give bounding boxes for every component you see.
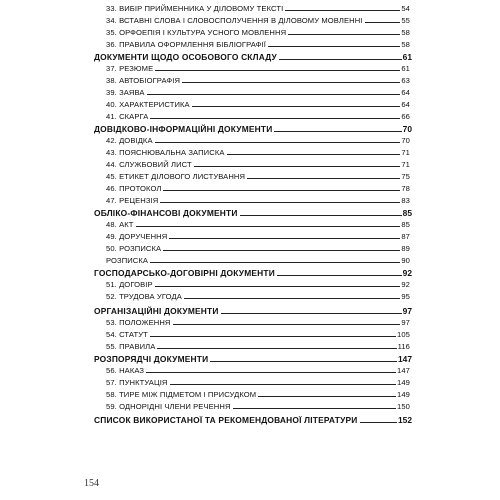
toc-entry-title: 38. АВТОБІОГРАФІЯ xyxy=(106,76,181,85)
toc-entry-title: 58. ТИРЕ МІЖ ПІДМЕТОМ І ПРИСУДКОМ xyxy=(106,390,257,399)
toc-entry-page: 85 xyxy=(402,208,412,218)
toc-entry xyxy=(106,99,410,110)
toc-entry-title: 54. СТАТУТ xyxy=(106,330,148,339)
toc-entry xyxy=(106,329,410,340)
toc-entry xyxy=(106,365,410,376)
leader-line xyxy=(146,372,396,373)
toc-entry-page: 147 xyxy=(397,366,410,375)
toc-entry xyxy=(106,111,410,122)
toc-entry xyxy=(106,219,410,230)
toc-entry-page: 92 xyxy=(401,280,410,289)
toc-section-heading xyxy=(94,353,412,365)
leader-line xyxy=(192,106,401,107)
toc-entry xyxy=(106,389,410,400)
leader-line xyxy=(163,250,400,251)
toc-entry-page: 95 xyxy=(401,292,410,301)
leader-line xyxy=(155,70,400,71)
toc-entry-title: 53. ПОЛОЖЕННЯ xyxy=(106,318,171,327)
toc-entry-page: 64 xyxy=(401,100,410,109)
leader-line xyxy=(258,396,396,397)
toc-entry-page: 70 xyxy=(402,124,412,134)
toc-entry-title: 56. НАКАЗ xyxy=(106,366,145,375)
toc-entry-title: 48. АКТ xyxy=(106,220,134,229)
leader-line xyxy=(210,361,397,362)
toc-entry-page: 149 xyxy=(397,378,410,387)
leader-line xyxy=(194,166,401,167)
toc-entry-page: 152 xyxy=(398,415,412,425)
toc-entry xyxy=(106,87,410,98)
toc-entry xyxy=(106,279,410,290)
toc-entry-title: 33. ВИБІР ПРИЙМЕННИКА У ДІЛОВОМУ ТЕКСТІ xyxy=(106,4,284,13)
toc-entry-page: 149 xyxy=(397,390,410,399)
toc-entry-title: 37. РЕЗЮМЕ xyxy=(106,64,154,73)
toc-entry xyxy=(106,39,410,50)
toc-entry-page: 147 xyxy=(398,354,412,364)
toc-entry xyxy=(106,63,410,74)
leader-line xyxy=(247,178,400,179)
leader-line xyxy=(173,324,401,325)
page-number: 154 xyxy=(84,478,99,489)
toc-entry-title: СПИСОК ВИКОРИСТАНОЇ ТА РЕКОМЕНДОВАНОЇ ЛІТЕРАТУРИ xyxy=(94,415,358,425)
toc-entry-title: 51. ДОГОВІР xyxy=(106,280,153,289)
toc-entry-page: 92 xyxy=(402,268,412,278)
toc-entry-title: 40. ХАРАКТЕРИСТИКА xyxy=(106,100,190,109)
toc-entry-title: ДОВІДКОВО-ІНФОРМАЦІЙНІ ДОКУМЕНТИ xyxy=(94,124,273,134)
toc-entry-title: РОЗПИСКА xyxy=(106,256,149,265)
toc-entry-page: 54 xyxy=(401,4,410,13)
toc-entry-title: 36. ПРАВИЛА ОФОРМЛЕННЯ БІБЛІОГРАФІЇ xyxy=(106,40,266,49)
toc-entry xyxy=(106,401,410,412)
toc-entry-title: 34. ВСТАВНІ СЛОВА І СЛОВОСПОЛУЧЕННЯ В ДІЛОВОМУ МОВЛЕННІ xyxy=(106,16,363,25)
toc-entry xyxy=(106,75,410,86)
toc-entry-page: 71 xyxy=(401,160,410,169)
toc-entry-title: 55. ПРАВИЛА xyxy=(106,342,156,351)
toc-entry-title: 46. ПРОТОКОЛ xyxy=(106,184,162,193)
toc-entry-page: 64 xyxy=(401,88,410,97)
toc-entry-title: 50. РОЗПИСКА xyxy=(106,244,162,253)
leader-line xyxy=(279,59,402,60)
leader-line xyxy=(170,384,397,385)
leader-line xyxy=(150,262,400,263)
toc-entry-title: ОБЛІКО-ФІНАНСОВІ ДОКУМЕНТИ xyxy=(94,208,238,218)
leader-line xyxy=(160,202,400,203)
toc-entry-page: 87 xyxy=(401,232,410,241)
toc-entry-page: 89 xyxy=(401,244,410,253)
toc-entry-page: 61 xyxy=(402,52,412,62)
toc-entry-page: 116 xyxy=(397,342,410,351)
leader-line xyxy=(150,336,396,337)
toc-entry xyxy=(106,183,410,194)
toc-entry xyxy=(106,171,410,182)
toc-entry-page: 97 xyxy=(402,306,412,316)
leader-line xyxy=(147,94,401,95)
leader-line xyxy=(169,238,400,239)
toc-entry-title: 35. ОРФОЕПІЯ І КУЛЬТУРА УСНОГО МОВЛЕННЯ xyxy=(106,28,287,37)
toc-entry-page: 150 xyxy=(397,402,410,411)
toc-entry-page: 97 xyxy=(401,318,410,327)
toc-entry-title: 52. ТРУДОВА УГОДА xyxy=(106,292,182,301)
toc-entry xyxy=(106,291,410,302)
leader-line xyxy=(233,408,396,409)
leader-line xyxy=(274,131,401,132)
leader-line xyxy=(227,154,401,155)
leader-line xyxy=(268,46,400,47)
toc-entry-page: 55 xyxy=(401,16,410,25)
toc-entry-title: 49. ДОРУЧЕННЯ xyxy=(106,232,168,241)
toc-entry xyxy=(106,135,410,146)
toc-entry-title: 45. ЕТИКЕТ ДІЛОВОГО ЛИСТУВАННЯ xyxy=(106,172,246,181)
toc-entry xyxy=(106,27,410,38)
toc-entry xyxy=(106,243,410,254)
toc-entry-page: 71 xyxy=(401,148,410,157)
toc-section-heading xyxy=(94,267,412,279)
leader-line xyxy=(277,275,402,276)
toc-entry-title: 42. ДОВІДКА xyxy=(106,136,153,145)
toc-entry-title: 39. ЗАЯВА xyxy=(106,88,145,97)
toc-entry-title: 43. ПОЯСНЮВАЛЬНА ЗАПИСКА xyxy=(106,148,225,157)
toc-entry xyxy=(106,341,410,352)
toc-entry xyxy=(106,377,410,388)
toc-entry-page: 75 xyxy=(401,172,410,181)
leader-line xyxy=(240,215,402,216)
toc-section-heading xyxy=(94,51,412,63)
toc-entry-title: 57. ПУНКТУАЦІЯ xyxy=(106,378,168,387)
toc-entry-page: 90 xyxy=(401,256,410,265)
leader-line xyxy=(150,118,400,119)
toc-entry-title: 59. ОДНОРІДНІ ЧЛЕНИ РЕЧЕННЯ xyxy=(106,402,231,411)
toc-entry-page: 78 xyxy=(401,184,410,193)
toc-entry xyxy=(106,317,410,328)
toc-entry xyxy=(106,15,410,26)
leader-line xyxy=(365,22,401,23)
leader-line xyxy=(157,348,396,349)
toc-entry-page: 61 xyxy=(401,64,410,73)
toc-entry-page: 85 xyxy=(401,220,410,229)
toc-entry-page: 66 xyxy=(401,112,410,121)
toc-section-heading xyxy=(94,123,412,135)
toc-entry-page: 63 xyxy=(401,76,410,85)
leader-line xyxy=(184,298,400,299)
leader-line xyxy=(288,34,400,35)
toc-entry-title: 47. РЕЦЕНЗІЯ xyxy=(106,196,159,205)
toc-entry-title: ГОСПОДАРСЬКО-ДОГОВІРНІ ДОКУМЕНТИ xyxy=(94,268,275,278)
toc-entry xyxy=(106,255,410,266)
toc-entry-page: 58 xyxy=(401,40,410,49)
toc-section-heading xyxy=(94,305,412,317)
toc-entry-title: ОРГАНІЗАЦІЙНІ ДОКУМЕНТИ xyxy=(94,306,219,316)
toc-entry-page: 58 xyxy=(401,28,410,37)
toc-entry-title: РОЗПОРЯДЧІ ДОКУМЕНТИ xyxy=(94,354,209,364)
toc-entry-title: ДОКУМЕНТИ ЩОДО ОСОБОВОГО СКЛАДУ xyxy=(94,52,277,62)
toc-entry xyxy=(106,159,410,170)
leader-line xyxy=(155,286,401,287)
leader-line xyxy=(182,82,400,83)
toc-section-heading xyxy=(94,414,412,426)
leader-line xyxy=(136,226,401,227)
toc-section-heading xyxy=(94,207,412,219)
leader-line xyxy=(285,10,400,11)
leader-line xyxy=(221,313,402,314)
leader-line xyxy=(155,142,401,143)
toc-entry xyxy=(106,231,410,242)
toc-entry-page: 70 xyxy=(401,136,410,145)
toc-entry xyxy=(106,3,410,14)
leader-line xyxy=(360,422,398,423)
toc-entry xyxy=(106,195,410,206)
toc-entry-title: 44. СЛУЖБОВИЙ ЛИСТ xyxy=(106,160,192,169)
leader-line xyxy=(163,190,400,191)
toc-entry-title: 41. СКАРГА xyxy=(106,112,149,121)
toc-entry-page: 105 xyxy=(397,330,410,339)
toc-entry xyxy=(106,147,410,158)
toc-entry-page: 83 xyxy=(401,196,410,205)
